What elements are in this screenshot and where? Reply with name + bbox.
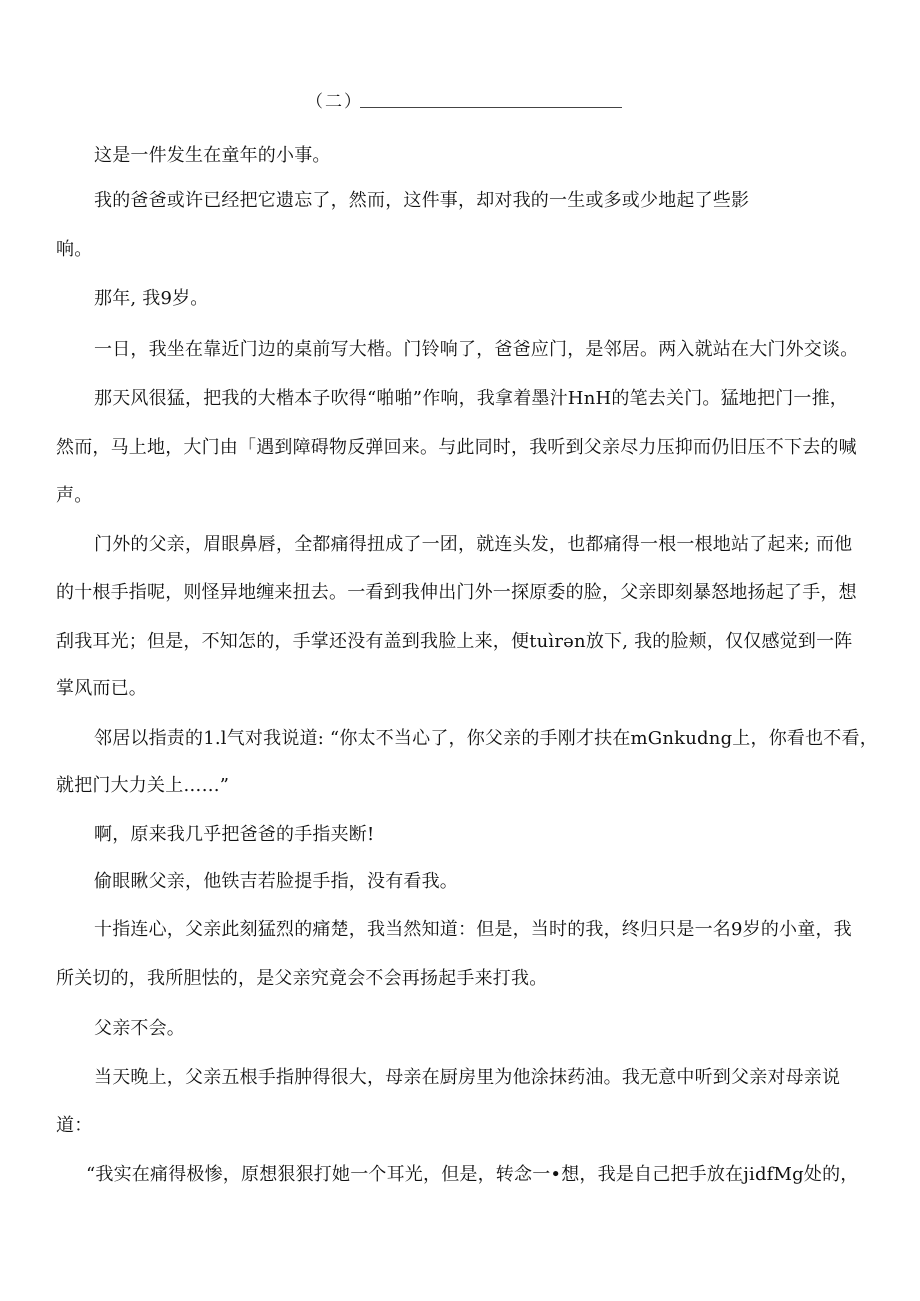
text-line: 刮我耳光；但是，不知怎的，手掌还没有盖到我脸上来，便tuìrən放下, 我的脸颊，仅仅感觉到一阵 bbox=[56, 631, 853, 652]
text-line: 一日，我坐在靠近门边的桌前写大楷。门铃响了，爸爸应门，是邻居。两入就站在大门外交谈。 bbox=[94, 339, 859, 360]
text-line: 的十根手指呢，则怪异地缠来扭去。一看到我伸出门外一探原委的脸，父亲即刻暴怒地扬起了手，想 bbox=[56, 582, 857, 603]
section-number: （二） bbox=[306, 92, 363, 112]
text-line: 掌风而已。 bbox=[56, 678, 147, 699]
text-line: 门外的父亲，眉眼鼻唇，全都痛得扭成了一团，就连头发，也都痛得一根一根地站了起来; 而他 bbox=[94, 534, 853, 555]
title-blank-line bbox=[360, 107, 622, 108]
text-line: 当天晚上，父亲五根手指肿得很大，母亲在厨房里为他涂抹药油。我无意中听到父亲对母亲说 bbox=[94, 1067, 841, 1088]
text-line: 响。 bbox=[56, 239, 93, 260]
text-line: 啊，原来我几乎把爸爸的手指夹断! bbox=[94, 824, 375, 845]
text-line: 道： bbox=[56, 1115, 93, 1136]
text-line: 这是一件发生在童年的小事。 bbox=[94, 145, 331, 166]
text-line: 声。 bbox=[56, 485, 93, 506]
text-line: 我的爸爸或许已经把它遗忘了，然而，这件事，却对我的一生或多或少地起了些影 bbox=[94, 190, 750, 211]
section-heading bbox=[0, 92, 920, 114]
text-line: 所关切的，我所胆怯的，是父亲究竟会不会再扬起手来打我。 bbox=[56, 968, 548, 989]
text-line: 偷眼瞅父亲，他铁吉若脸提手指，没有看我。 bbox=[94, 871, 458, 892]
text-line: 就把门大力关上……” bbox=[56, 775, 230, 796]
text-line: 那年, 我9岁。 bbox=[94, 288, 209, 309]
text-line: 那天风很猛，把我的大楷本子吹得“啪啪”作响，我拿着墨汁HnH的笔去关门。猛地把门一推， bbox=[94, 388, 848, 409]
text-line: “我实在痛得极惨，原想狠狠打她一个耳光，但是，转念一•想，我是自己把手放在jidfMg处的， bbox=[86, 1164, 859, 1185]
text-line: 十指连心，父亲此刻猛烈的痛楚，我当然知道：但是，当时的我，终归只是一名9岁的小童，我 bbox=[94, 919, 852, 940]
text-line: 邻居以指责的1.l气对我说道: “你太不当心了，你父亲的手刚才扶在mGnkudng上，你看也不看， bbox=[94, 728, 878, 749]
text-line: 然而，马上地，大门由「遇到障碍物反弹回来。与此同时，我听到父亲尽力压抑而仍旧压不下去的喊 bbox=[56, 437, 857, 458]
text-line: 父亲不会。 bbox=[94, 1018, 185, 1039]
